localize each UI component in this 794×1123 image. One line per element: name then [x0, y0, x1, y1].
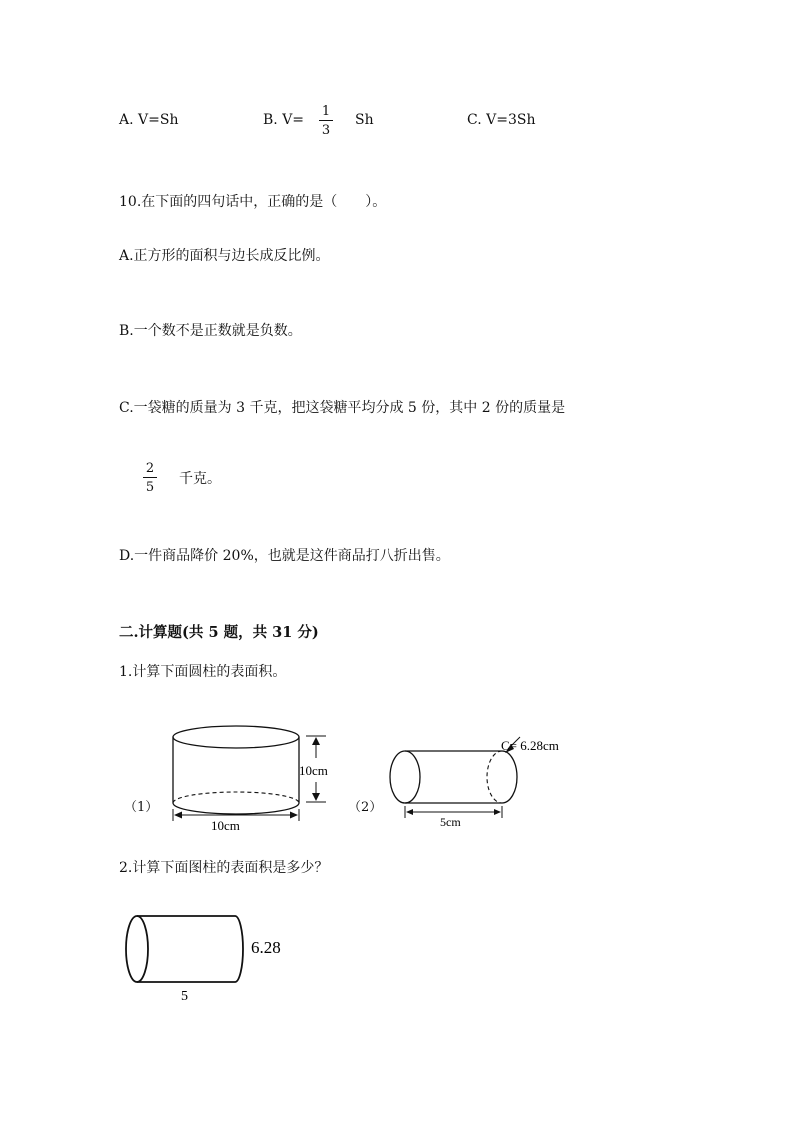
cylinder-bottom-back [173, 792, 299, 803]
cylinder-figure-2 [380, 730, 580, 830]
cylinder-top-ellipse [173, 726, 299, 748]
section-heading: 二.计算题(共 5 题，共 31 分) [119, 624, 319, 641]
length-arrow-right-head [494, 809, 501, 815]
q9-option-c: C. V=3Sh [467, 112, 536, 128]
height-label: 10cm [299, 763, 328, 778]
circumference-label: 6.28 [251, 938, 281, 957]
cylinder-left-end [390, 751, 420, 803]
cylinder-figure-1 [160, 715, 350, 840]
q10-option-c-fraction [143, 462, 157, 494]
q9-option-b-prefix: B. V= [263, 112, 305, 128]
cylinder-bottom-front [173, 803, 299, 814]
q10-option-d: D.一件商品降价 20%，也就是这件商品打八折出售。 [119, 548, 450, 564]
fraction-denominator: 3 [321, 123, 331, 138]
diameter-arrow-right-head [290, 812, 298, 819]
circumference-label: C= 6.28cm [501, 738, 559, 753]
q10-option-a: A.正方形的面积与边长成反比例。 [119, 248, 330, 264]
q9-option-b-suffix: Sh [355, 112, 374, 128]
length-label: 5 [181, 989, 188, 1004]
cylinder-right-end [235, 916, 243, 982]
diameter-arrow-left-head [174, 812, 182, 819]
cylinder-left-end [126, 916, 148, 982]
length-label: 5cm [440, 815, 461, 829]
cylinder-figure-3 [115, 905, 315, 1010]
q10-option-c-unit: 千克。 [179, 471, 221, 487]
q10-option-b: B.一个数不是正数就是负数。 [119, 323, 302, 339]
q10-option-c: C.一袋糖的质量为 3 千克，把这袋糖平均分成 5 份，其中 2 份的质量是 [119, 400, 566, 416]
q10-stem: 10.在下面的四句话中，正确的是（ ）。 [119, 194, 387, 210]
fig1-label: （1） [124, 800, 159, 815]
cylinder-right-front [502, 751, 517, 803]
height-arrow-up-head [312, 737, 320, 745]
q2-stem: 2.计算下面图柱的表面积是多少？ [119, 860, 329, 876]
q1-stem: 1.计算下面圆柱的表面积。 [119, 664, 287, 680]
q9-option-a: A. V=Sh [119, 112, 179, 128]
diameter-label: 10cm [211, 818, 240, 833]
q9-option-b-fraction [319, 105, 333, 137]
cylinder-right-back [487, 751, 502, 803]
fraction-denominator: 5 [145, 480, 155, 495]
fraction-numerator: 1 [321, 104, 331, 119]
length-arrow-left-head [406, 809, 413, 815]
fraction-numerator: 2 [145, 461, 155, 476]
height-arrow-down-head [312, 793, 320, 801]
fig2-label: （2） [348, 800, 383, 815]
